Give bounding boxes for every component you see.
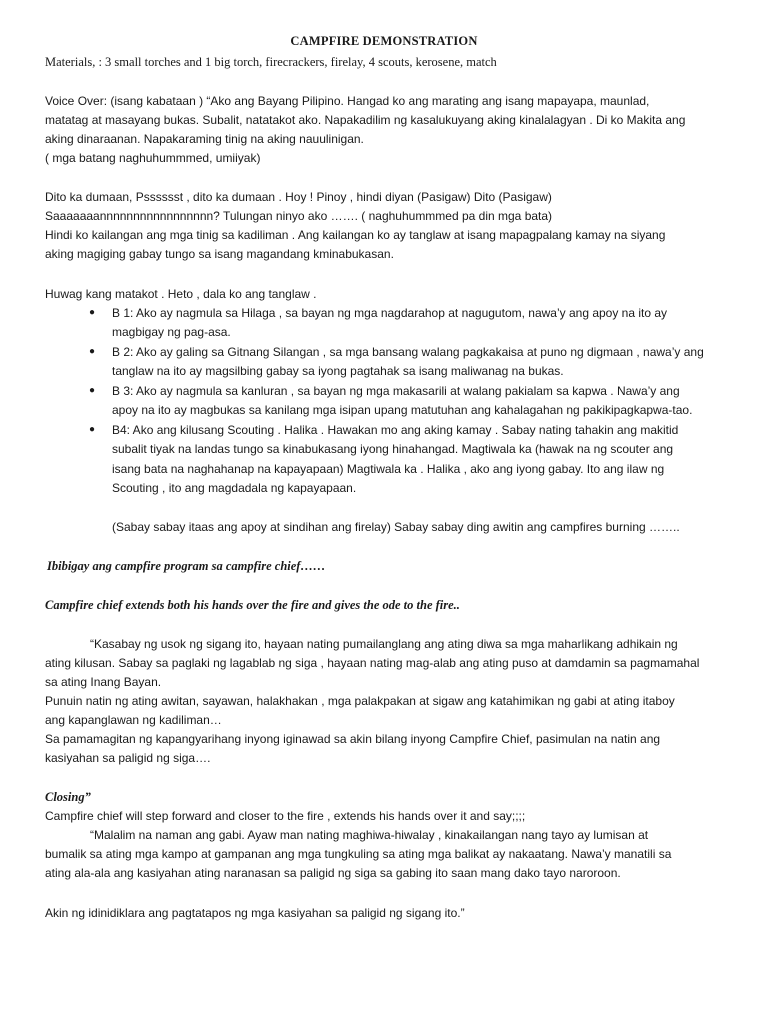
voice-over-line-1: Voice Over: (isang kabataan ) “Ako ang Bayang Pilipino. Hangad ko ang marating ang isang mapayapa, maunlad,	[45, 94, 650, 108]
ode-line-7: kasiyahan sa paligid ng siga….	[45, 751, 211, 765]
dialogue-line-2: Saaaaaaannnnnnnnnnnnnnnnn? Tulungan ninyo ako ……. ( naghuhummmed pa din mga bata)	[45, 209, 553, 223]
dialogue-line-4: aking magiging gabay tungo sa isang magandang kminabukasan.	[45, 247, 394, 261]
sabay-line: (Sabay sabay itaas ang apoy at sindihan ang firelay) Sabay sabay ding awitin ang campfires burning ……..	[112, 520, 680, 534]
bullet-marker: ●	[89, 307, 96, 318]
bullet-4-line-3: isang bata na naghahanap na kapayapaan) Magtiwala ka . Halika , ako ang iyong gabay. Ito ang ilaw ng	[112, 462, 665, 476]
closing-speech-line-1: “Malalim na naman ang gabi. Ayaw man nating maghiwa-hiwalay , kinakailangan nang tayo ay lumisan at	[90, 828, 649, 842]
ode-line-5: ang kapanglawan ng kadiliman…	[45, 713, 222, 727]
chief-line: Campfire chief extends both his hands over the fire and gives the ode to the fire..	[45, 598, 460, 612]
bullet-marker: ●	[89, 385, 96, 396]
bullet-marker: ●	[89, 346, 96, 357]
bullet-3-line-2: apoy na ito ay magbukas sa kanilang mga isipan upang matutuhan ang kahalagahan ng pakikipagkapwa-tao.	[112, 403, 693, 417]
final-line: Akin ng idinidiklara ang pagtatapos ng mga kasiyahan sa paligid ng sigang ito.”	[45, 906, 465, 920]
bullet-3-line-1: B 3: Ako ay nagmula sa kanluran , sa bayan ng mga makasarili at walang pakialam sa kapwa . Nawa’y ang	[112, 384, 680, 398]
ode-line-4: Punuin natin ng ating awitan, sayawan, halakhakan , mga palakpakan at sigaw ang katahimikan ng gabi at ating itaboy	[45, 694, 675, 708]
bullet-4-line-1: B4: Ako ang kilusang Scouting . Halika . Hawakan mo ang aking kamay . Sabay nating tahakin ang makitid	[112, 423, 679, 437]
closing-speech-line-3: ating ala-ala ang kasiyahan ating naranasan sa paligid ng siga sa gabing ito saan mang dako tayo naroroon.	[45, 866, 621, 880]
bullet-1-line-2: magbigay ng pag-asa.	[112, 325, 231, 339]
closing-instruction: Campfire chief will step forward and closer to the fire , extends his hands over it and say;;;;	[45, 809, 526, 823]
document-title: CAMPFIRE DEMONSTRATION	[290, 34, 478, 48]
voice-over-line-2: matatag at masayang bukas. Subalit, natatakot ako. Napakadilim ng kasalukuyang aking kinalalagyan . Di ko Makita ang	[45, 113, 686, 127]
bullet-4-line-4: Scouting , ito ang magdadala ng kapayapaan.	[112, 481, 357, 495]
intro-line: Huwag kang matakot . Heto , dala ko ang tanglaw .	[45, 287, 317, 301]
dialogue-line-3: Hindi ko kailangan ang mga tinig sa kadiliman . Ang kailangan ko ay tanglaw at isang mapagpalang kamay na siyang	[45, 228, 666, 242]
bullet-marker: ●	[89, 424, 96, 435]
bullet-1-line-1: B 1: Ako ay nagmula sa Hilaga , sa bayan ng mga nagdarahop at nagugutom, nawa’y ang apoy na ito ay	[112, 306, 668, 320]
materials-line: Materials, : 3 small torches and 1 big torch, firecrackers, firelay, 4 scouts, kerosene, match	[45, 55, 497, 69]
bullet-4-line-2: subalit tiyak na landas tungo sa kinabukasang iyong hinahangad. Magtiwala ka (hawak na ng scouter ang	[112, 442, 674, 456]
program-line: Ibibigay ang campfire program sa campfire chief……	[47, 559, 326, 573]
ode-line-3: sa ating Inang Bayan.	[45, 675, 162, 689]
voice-over-line-4: ( mga batang naghuhummmed, umiiyak)	[45, 151, 261, 165]
bullet-2-line-1: B 2: Ako ay galing sa Gitnang Silangan , sa mga bansang walang pagkakaisa at puno ng digmaan , nawa’y ang	[112, 345, 704, 359]
ode-line-2: ating kilusan. Sabay sa paglaki ng lagablab ng siga , hayaan nating mag-alab ang ating puso at damdamin sa pagmamahal	[45, 656, 700, 670]
closing-speech-line-2: bumalik sa ating mga kampo at gampanan ang mga tungkuling sa ating mga balikat ay nakaatang. Nawa’y manatili sa	[45, 847, 672, 861]
bullet-2-line-2: tanglaw na ito ay magsilbing gabay sa iyong pagtahak sa isang maliwanag na bukas.	[112, 364, 564, 378]
ode-line-1: “Kasabay ng usok ng sigang ito, hayaan nating pumailanglang ang ating diwa sa mga maharlikang adhikain ng	[90, 637, 678, 651]
closing-heading: Closing”	[45, 790, 91, 804]
ode-line-6: Sa pamamagitan ng kapangyarihang inyong iginawad sa akin bilang inyong Campfire Chief, pasimulan na natin ang	[45, 732, 661, 746]
voice-over-line-3: aking dinaraanan. Napakaraming tinig na aking nauulinigan.	[45, 132, 364, 146]
dialogue-line-1: Dito ka dumaan, Psssssst , dito ka dumaan . Hoy ! Pinoy , hindi diyan (Pasigaw) Dito (Pasigaw)	[45, 190, 552, 204]
